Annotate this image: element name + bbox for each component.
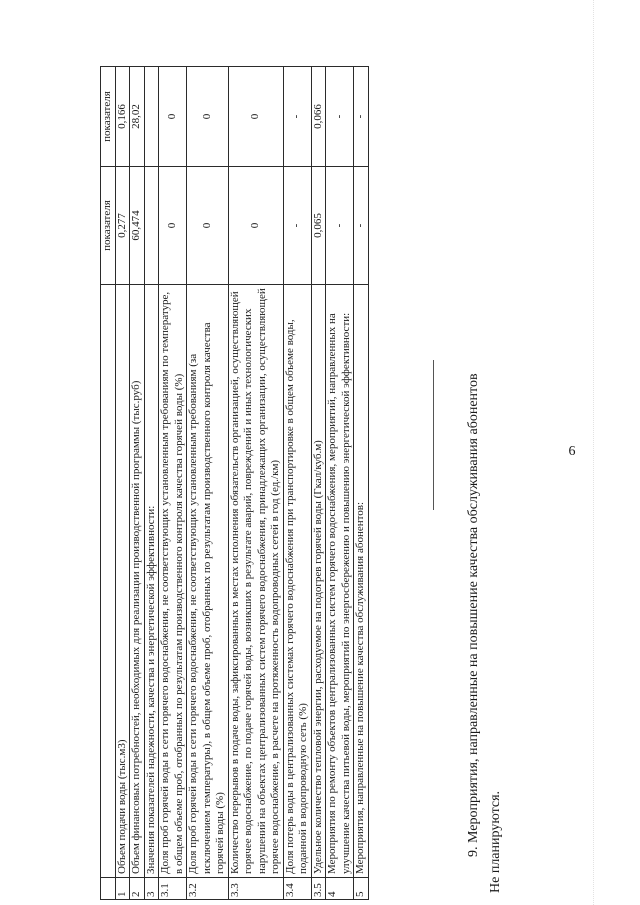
row-number: 1 bbox=[115, 878, 130, 900]
row-number: 4 bbox=[326, 878, 354, 900]
row-text: Мероприятия, направленные на повышение качества обслуживания абонентов: bbox=[354, 285, 369, 878]
row-current-value: - bbox=[326, 167, 354, 285]
table-row bbox=[115, 67, 130, 900]
row-current-value: 0 bbox=[228, 167, 283, 285]
row-text: Мероприятия по ремонту объектов централизованных систем горячего водоснабжения, мероприятий, направленных на улучшение качества питьевой воды, мероприятий по энергосбережению и повышению энергетической эффективности: bbox=[326, 285, 354, 878]
row-target-value: - bbox=[354, 67, 369, 167]
row-target-value: - bbox=[326, 67, 354, 167]
row-text: Доля проб горячей воды в сети горячего водоснабжения, не соответствующих установленным требованиям (за исключением температуры), в общем объеме проб, отобранных по результатам производственного контроля качества горячей воды (%) bbox=[187, 285, 229, 878]
row-current-value: 0,277 bbox=[115, 167, 130, 285]
row-text: Значения показателей надежности, качества и энергетической эффективности: bbox=[144, 285, 159, 878]
row-target-value: 0,066 bbox=[311, 67, 326, 167]
page-number: 6 bbox=[568, 444, 576, 459]
table-row bbox=[187, 67, 229, 900]
row-target-value: 28,02 bbox=[130, 67, 145, 167]
section-body-text: Не планируются. bbox=[488, 790, 503, 893]
row-current-value: - bbox=[354, 167, 369, 285]
row-target-value: 0 bbox=[228, 67, 283, 167]
row-text: Количество перерывов в подаче воды, зафиксированных в местах исполнения обязательств организацией, осуществляющей горячее водоснабжение, по подаче горячей воды, возникших в результате аварий, повреждений и иных технологических нарушений на объектах централизованных систем горячего водоснабжения, принадлежащих организации, осуществляющей горячее водоснабжение, в расчете на протяженность водопроводных сетей в год (ед./км) bbox=[228, 285, 283, 878]
scan-edge bbox=[593, 0, 634, 905]
row-current-value: 0 bbox=[159, 167, 187, 285]
section-heading: 9. Мероприятия, направленные на повышение качества обслуживания абонентов bbox=[466, 373, 481, 857]
row-number: 3.4 bbox=[283, 878, 311, 900]
row-current-value: 0,065 bbox=[311, 167, 326, 285]
header-current-cell: показателя bbox=[101, 167, 116, 285]
row-target-value: - bbox=[283, 67, 311, 167]
header-text-cell bbox=[101, 285, 116, 878]
row-number: 3.3 bbox=[228, 878, 283, 900]
header-num-cell bbox=[101, 878, 116, 900]
row-number: 2 bbox=[130, 878, 145, 900]
row-text: Объем финансовых потребностей, необходимых для реализации производственной программы (тыс.руб) bbox=[130, 285, 145, 878]
row-current-value bbox=[144, 167, 159, 285]
row-target-value: 0,166 bbox=[115, 67, 130, 167]
row-current-value: 0 bbox=[187, 167, 229, 285]
row-text: Объем подачи воды (тыс.м3) bbox=[115, 285, 130, 878]
table-row bbox=[326, 67, 354, 900]
row-text: Удельное количество тепловой энергии, расходуемое на подогрев горячей воды (Гкал/куб.м) bbox=[311, 285, 326, 878]
table-header-row bbox=[101, 67, 116, 900]
separator-rule bbox=[433, 360, 434, 510]
indicators-table bbox=[100, 66, 369, 900]
row-number: 3.1 bbox=[159, 878, 187, 900]
row-text: Доля проб горячей воды в сети горячего водоснабжения, не соответствующих установленным требованиям по температуре, в общем объеме проб, отобранных по результатам производственного контроля качества горячей воды (%) bbox=[159, 285, 187, 878]
table-row bbox=[144, 67, 159, 900]
row-number: 3 bbox=[144, 878, 159, 900]
table-row bbox=[354, 67, 369, 900]
row-current-value: 60,474 bbox=[130, 167, 145, 285]
table-row bbox=[130, 67, 145, 900]
row-number: 3.2 bbox=[187, 878, 229, 900]
header-target-cell: показателя bbox=[101, 67, 116, 167]
table-row bbox=[228, 67, 283, 900]
row-number: 5 bbox=[354, 878, 369, 900]
table-row bbox=[159, 67, 187, 900]
row-text: Доля потерь воды в централизованных системах горячего водоснабжения при транспортировке в общем объеме воды, поданной в водопроводную сеть (%) bbox=[283, 285, 311, 878]
row-target-value bbox=[144, 67, 159, 167]
row-current-value: - bbox=[283, 167, 311, 285]
table-row bbox=[283, 67, 311, 900]
row-number: 3.5 bbox=[311, 878, 326, 900]
row-target-value: 0 bbox=[187, 67, 229, 167]
row-target-value: 0 bbox=[159, 67, 187, 167]
table-row bbox=[311, 67, 326, 900]
